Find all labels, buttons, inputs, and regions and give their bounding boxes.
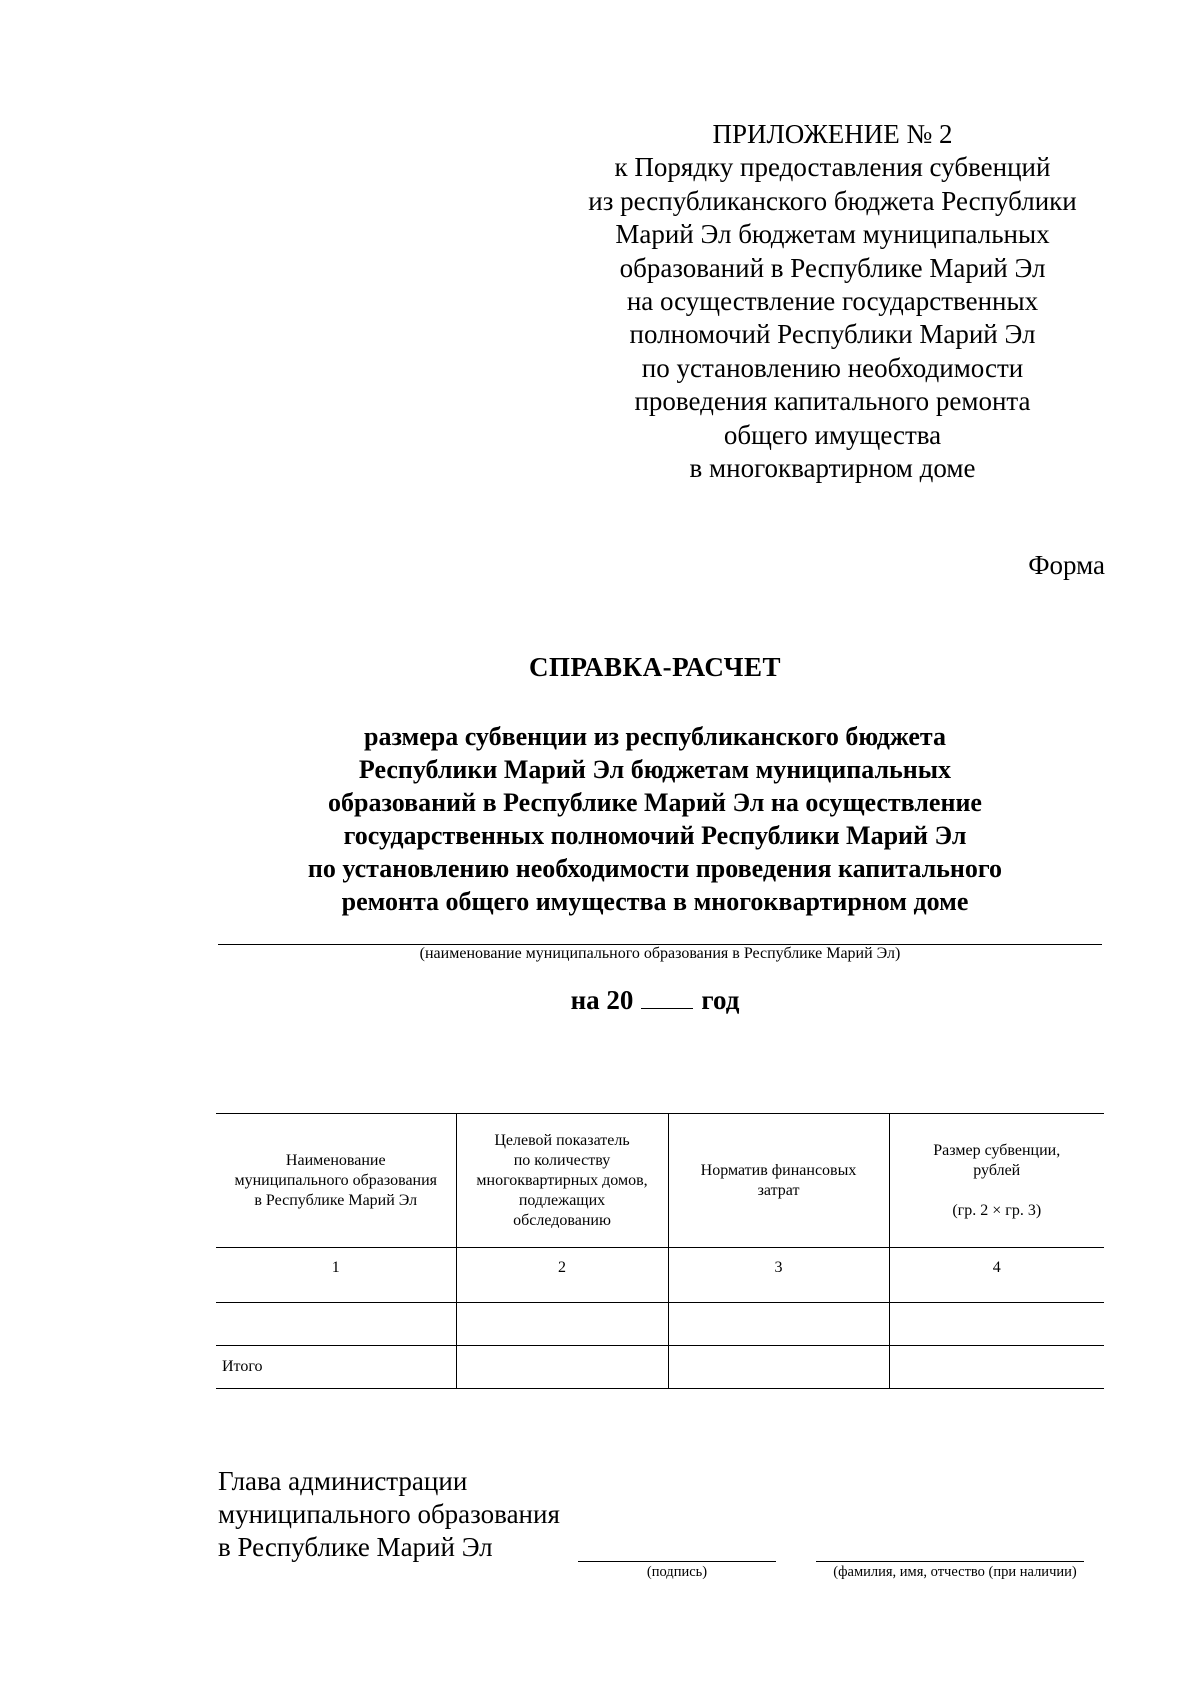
table-cell-empty[interactable] — [216, 1303, 456, 1346]
full-name-field[interactable] — [816, 1561, 1084, 1562]
subtitle-line: размера субвенции из республиканского бюджета — [363, 722, 947, 751]
column-number: 2 — [456, 1248, 668, 1303]
signatory-title — [218, 1465, 560, 1564]
year-blank-field[interactable] — [641, 984, 693, 1009]
year-suffix: год — [701, 985, 740, 1015]
appendix-line: образований в Республике Марий Эл — [619, 252, 1046, 283]
appendix-line: проведения капитального ремонта — [634, 386, 1031, 417]
signature-caption: (подпись) — [646, 1564, 708, 1580]
header-subvention-size: Размер субвенции, рублей (гр. 2 × гр. 3) — [889, 1114, 1104, 1248]
signatory-line: муниципального образования — [218, 1499, 560, 1529]
appendix-line: Марий Эл бюджетам муниципальных — [615, 219, 1050, 250]
table-cell-empty[interactable] — [668, 1303, 889, 1346]
column-number: 3 — [668, 1248, 889, 1303]
subtitle-line: образований в Республике Марий Эл на осуществление — [328, 788, 982, 817]
signature-field[interactable] — [578, 1561, 776, 1562]
signatory-line: Глава администрации — [218, 1466, 468, 1496]
appendix-line: полномочий Республики Марий Эл — [629, 319, 1036, 350]
subtitle-line: по установлению необходимости проведения капитального — [307, 854, 1003, 883]
appendix-line: общего имущества — [723, 419, 942, 450]
subtitle-line: государственных полномочий Республики Марий Эл — [343, 821, 967, 850]
appendix-line: по установлению необходимости — [641, 352, 1024, 383]
appendix-line: из республиканского бюджета Республики — [588, 185, 1077, 216]
appendix-line: на осуществление государственных — [626, 286, 1039, 317]
table-cell-empty[interactable] — [889, 1346, 1104, 1389]
signatory-line: в Республике Марий Эл — [218, 1532, 493, 1562]
appendix-line: в многоквартирном доме — [689, 453, 976, 484]
calculation-table — [216, 1113, 1104, 1389]
appendix-line: к Порядку предоставления субвенций — [614, 152, 1051, 183]
header-target-indicator: Целевой показатель по количеству многоквартирных домов, подлежащих обследованию — [456, 1114, 668, 1248]
header-cost-norm: Норматив финансовых затрат — [668, 1114, 889, 1248]
document-title: СПРАВКА-РАСЧЕТ — [529, 652, 781, 682]
form-label: Форма — [1028, 550, 1105, 580]
total-row — [216, 1346, 1104, 1389]
column-number-row — [216, 1248, 1104, 1303]
column-number: 4 — [889, 1248, 1104, 1303]
table-cell-empty[interactable] — [456, 1346, 668, 1389]
year-line — [0, 984, 1200, 1016]
table-cell-empty[interactable] — [456, 1303, 668, 1346]
column-number: 1 — [216, 1248, 456, 1303]
subtitle-line: Республики Марий Эл бюджетам муниципальных — [358, 755, 952, 784]
appendix-title: ПРИЛОЖЕНИЕ № 2 — [712, 119, 953, 149]
total-label: Итого — [216, 1346, 456, 1389]
year-prefix: на 20 — [570, 985, 634, 1015]
table-row — [216, 1303, 1104, 1346]
municipality-caption: (наименование муниципального образования в Республике Марий Эл) — [419, 945, 901, 962]
header-municipality: Наименование муниципального образования в Республике Марий Эл — [216, 1114, 456, 1248]
table-cell-empty[interactable] — [668, 1346, 889, 1389]
document-subtitle — [200, 720, 1110, 918]
appendix-heading — [560, 118, 1105, 485]
subtitle-line: ремонта общего имущества в многоквартирном доме — [341, 887, 969, 916]
table-header-row — [216, 1114, 1104, 1248]
full-name-caption: (фамилия, имя, отчество (при наличии) — [833, 1564, 1077, 1580]
table-cell-empty[interactable] — [889, 1303, 1104, 1346]
